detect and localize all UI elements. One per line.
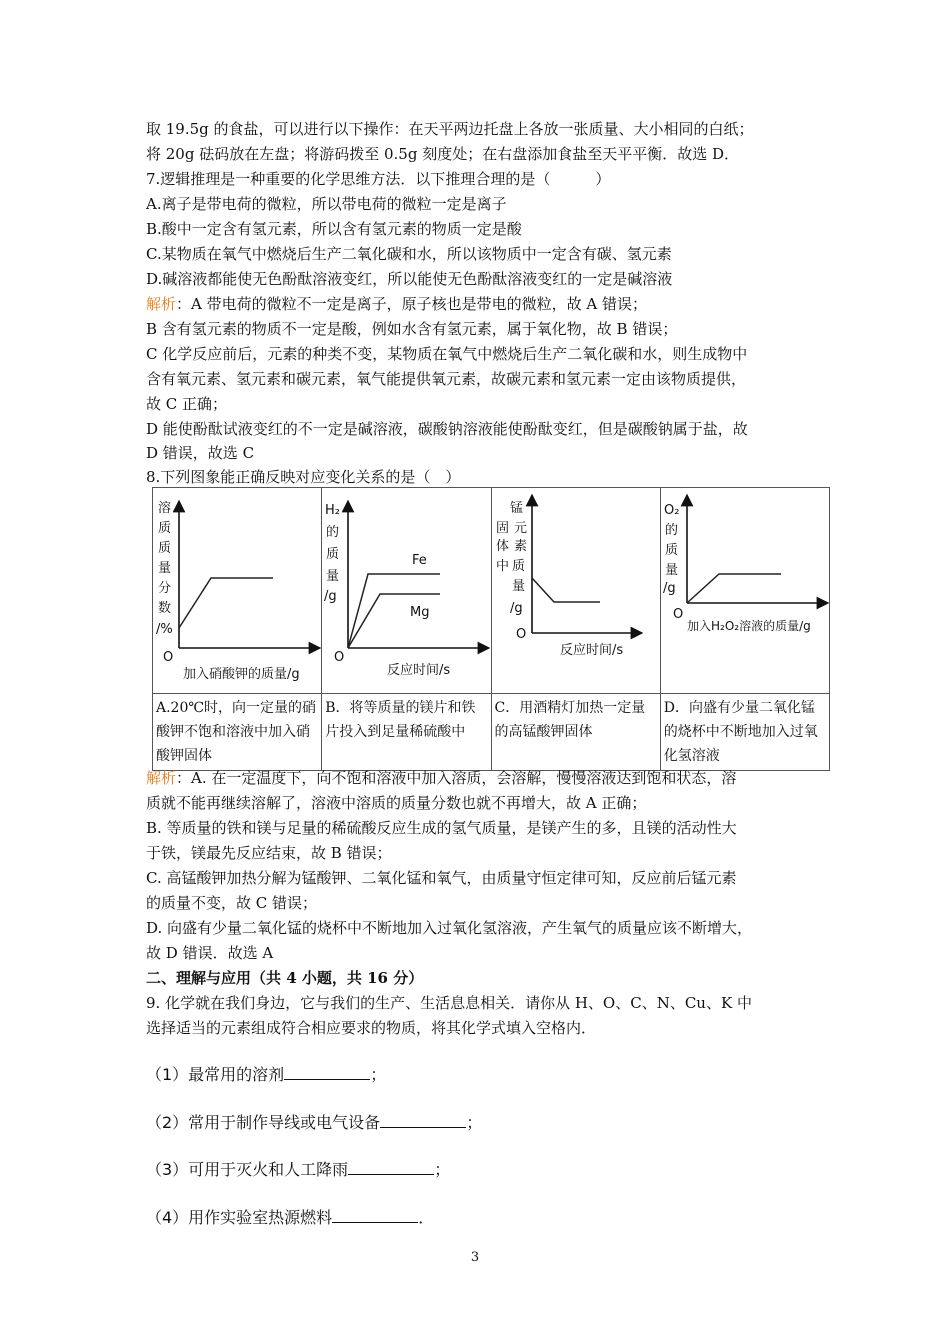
graph-d-xlabel: 加入H₂O₂溶液的质量/g	[686, 619, 811, 633]
q7-option-b: B.酸中一定含有氢元素，所以含有氢元素的物质一定是酸	[146, 220, 522, 238]
answer-blank[interactable]	[348, 1158, 434, 1175]
svg-text:分: 分	[158, 581, 172, 596]
svg-text:量: 量	[158, 561, 172, 576]
q8-analysis-line: B. 等质量的铁和镁与足量的稀硫酸反应生成的氢气质量，是镁产生的多，且镁的活动性大	[146, 819, 737, 837]
svg-text:中: 中	[495, 559, 509, 574]
svg-text:/%: /%	[156, 622, 173, 637]
answer-blank[interactable]	[380, 1111, 466, 1128]
graph-b-mg-label: Mg	[410, 605, 430, 620]
q7-analysis-line: 含有氧元素、氢元素和碳元素，氧气能提供氧元素，故碳元素和氢元素一定由该物质提供，	[146, 370, 747, 388]
svg-text:量: 量	[511, 579, 525, 594]
svg-text:O₂: O₂	[663, 503, 680, 518]
q7-analysis-line: 解析：A 带电荷的微粒不一定是离子，原子核也是带电的微粒，故 A 错误；	[146, 295, 647, 313]
graph-d-curve	[687, 574, 781, 603]
graph-a	[153, 488, 322, 693]
page-number: 3	[470, 1250, 480, 1265]
q7-analysis-line: B 含有氢元素的物质不一定是酸，例如水含有氢元素，属于氧化物，故 B 错误；	[146, 320, 678, 338]
graph-d-origin: O	[672, 607, 683, 622]
q7-analysis-line: 故 C 正确；	[146, 395, 228, 413]
question-7-stem: 7.逻辑推理是一种重要的化学思维方法．以下推理合理的是（ ）	[146, 170, 611, 188]
svg-text:元: 元	[513, 521, 527, 536]
q7-analysis-line: D 能使酚酞试液变红的不一定是碱溶液，碳酸钠溶液能使酚酞变红，但是碳酸钠属于盐，故	[146, 420, 748, 438]
graph-a-ylabel	[156, 500, 173, 637]
q7-option-a: A.离子是带电荷的微粒，所以带电荷的微粒一定是离子	[146, 195, 507, 213]
svg-text:锰: 锰	[509, 501, 523, 516]
analysis-label: 解析	[146, 295, 177, 313]
svg-text:体: 体	[495, 539, 509, 554]
graph-b-origin: O	[334, 650, 345, 665]
graph-c-cell	[491, 488, 660, 694]
svg-text:质: 质	[664, 543, 678, 558]
q8-analysis-line: 质就不能再继续溶解了，溶液中溶质的质量分数也就不再增大，故 A 正确；	[146, 794, 647, 812]
svg-text:溶: 溶	[158, 501, 172, 516]
q8-analysis-line: 于铁，镁最先反应结束，故 B 错误；	[146, 844, 392, 862]
q7-analysis-line: D 错误，故选 C	[146, 444, 255, 462]
q8-analysis-line: C. 高锰酸钾加热分解为锰酸钾、二氧化锰和氧气，由质量守恒定律可知，反应前后锰元素	[146, 869, 737, 887]
svg-text:量: 量	[326, 569, 340, 584]
svg-text:的: 的	[326, 525, 340, 540]
graph-b-fe-label: Fe	[412, 553, 428, 568]
svg-text:量: 量	[664, 563, 678, 578]
svg-text:数: 数	[158, 601, 172, 616]
svg-text:/g: /g	[662, 581, 676, 596]
graph-b	[322, 488, 491, 693]
q7-analysis-line: C 化学反应前后，元素的种类不变，某物质在氧气中燃烧后生产二氧化碳和水，则生成物中	[146, 345, 748, 363]
text-line: 取 19.5g 的食盐，可以进行以下操作：在天平两边托盘上各放一张质量、大小相同的白纸；	[146, 120, 754, 138]
graph-b-ylabel	[324, 503, 340, 604]
graph-d-cell	[660, 488, 829, 694]
analysis-label: 解析	[146, 769, 177, 787]
graph-a-curve	[179, 578, 273, 628]
q9-item-1: （1）最常用的溶剂 ；	[146, 1065, 387, 1084]
section-2-heading: 二、理解与应用（共 4 小题，共 16 分）	[146, 969, 424, 987]
graph-a-cell	[153, 488, 322, 694]
graph-a-origin: O	[163, 650, 174, 665]
q9-item-4: （4）用作实验室热源燃料 ．	[146, 1208, 435, 1227]
graph-c-ylabel	[496, 501, 527, 616]
graph-b-xlabel: 反应时间/s	[387, 663, 451, 678]
q9-item-2: （2）常用于制作导线或电气设备 ；	[146, 1113, 483, 1132]
question-8-stem: 8.下列图象能正确反映对应变化关系的是（ ）	[146, 468, 461, 486]
graph-b-caption: B．将等质量的镁片和铁片投入到足量稀硫酸中	[322, 694, 491, 771]
q8-analysis-line: 的质量不变，故 C 错误；	[146, 894, 318, 912]
svg-text:/g: /g	[509, 601, 523, 616]
q7-option-d: D.碱溶液都能使无色酚酞溶液变红，所以能使无色酚酞溶液变红的一定是碱溶液	[146, 270, 673, 288]
graph-c-curve	[532, 578, 600, 602]
graph-a-xlabel: 加入硝酸钾的质量/g	[183, 667, 300, 682]
q8-analysis-line: D. 向盛有少量二氧化锰的烧杯中不断地加入过氧化氢溶液，产生氧气的质量应该不断增大，	[146, 919, 753, 937]
graph-c-caption: C．用酒精灯加热一定量的高锰酸钾固体	[491, 694, 660, 771]
graph-c	[492, 488, 661, 693]
question-9-stem: 选择适当的元素组成符合相应要求的物质，将其化学式填入空格内．	[146, 1019, 597, 1037]
svg-text:质: 质	[326, 547, 340, 562]
graph-c-origin: O	[515, 627, 526, 642]
svg-text:H₂: H₂	[325, 503, 341, 518]
graph-a-caption: A.20℃时，向一定量的硝酸钾不饱和溶液中加入硝酸钾固体	[153, 694, 322, 771]
q9-item-3: （3）可用于灭火和人工降雨 ；	[146, 1160, 451, 1179]
svg-text:的: 的	[664, 523, 678, 538]
q7-option-c: C.某物质在氧气中燃烧后生产二氧化碳和水，所以该物质中一定含有碳、氢元素	[146, 245, 672, 263]
svg-text:质: 质	[158, 541, 172, 556]
svg-text:固: 固	[495, 521, 509, 536]
graph-c-xlabel: 反应时间/s	[559, 643, 623, 658]
svg-text:素: 素	[513, 539, 527, 554]
q8-graph-table	[152, 487, 830, 771]
q8-analysis-line: 解析：A. 在一定温度下，向不饱和溶液中加入溶质，会溶解，慢慢溶液达到饱和状态，溶	[146, 769, 737, 787]
q8-analysis-line: 故 D 错误．故选 A	[146, 944, 274, 962]
graph-b-cell	[322, 488, 491, 694]
text-line: 将 20g 砝码放在左盘；将游码拨至 0.5g 刻度处；在右盘添加食盐至天平平衡．故选 D．	[146, 145, 740, 163]
answer-blank[interactable]	[284, 1063, 370, 1080]
svg-text:质: 质	[158, 521, 172, 536]
svg-text:质: 质	[511, 559, 525, 574]
graph-b-curve-fe	[348, 594, 440, 648]
question-9-stem: 9. 化学就在我们身边，它与我们的生产、生活息息相关．请你从 H、O、C、N、Cu、K 中	[146, 994, 752, 1012]
answer-blank[interactable]	[332, 1206, 418, 1223]
graph-d-caption: D．向盛有少量二氧化锰的烧杯中不断地加入过氧化氢溶液	[660, 694, 829, 771]
svg-text:/g: /g	[324, 589, 337, 604]
graph-d	[661, 488, 830, 693]
graph-d-ylabel	[663, 503, 679, 596]
